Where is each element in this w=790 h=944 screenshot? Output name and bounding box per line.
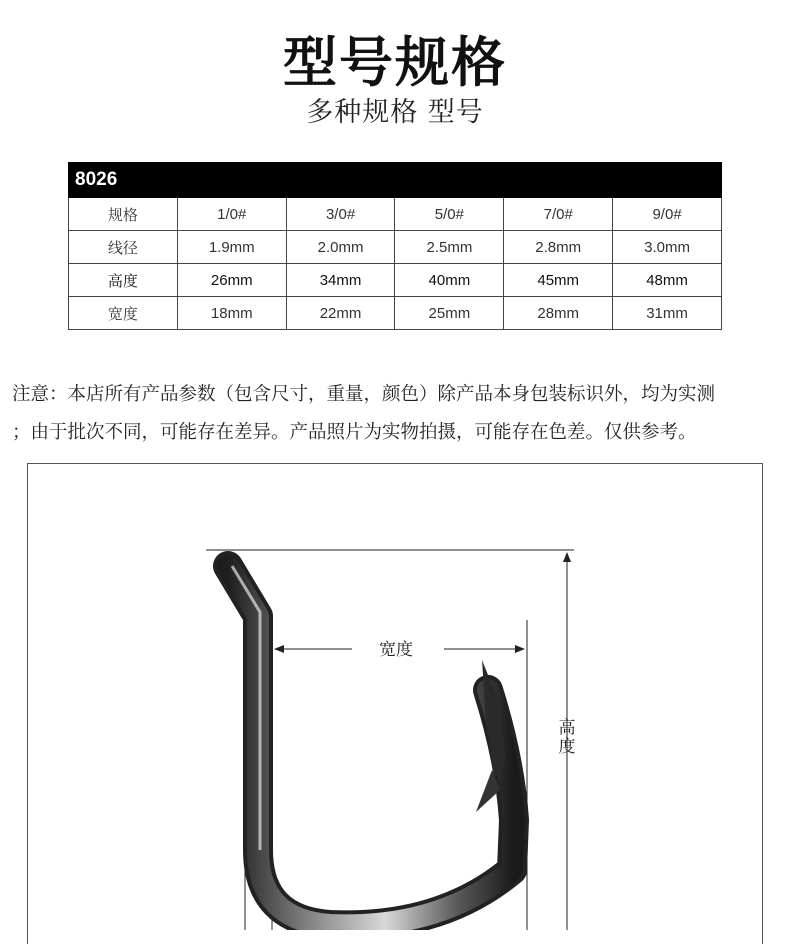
height-label-top: 高 (558, 718, 576, 738)
table-cell: 2.5mm (395, 231, 504, 264)
table-cell: 45mm (504, 264, 613, 297)
table-cell: 7/0# (504, 198, 613, 231)
height-label-bottom: 度 (558, 737, 576, 757)
fish-hook-image (228, 566, 514, 925)
table-cell: 5/0# (395, 198, 504, 231)
table-cell: 26mm (177, 264, 286, 297)
table-cell: 2.0mm (286, 231, 395, 264)
table-cell: 34mm (286, 264, 395, 297)
table-cell: 25mm (395, 297, 504, 330)
table-cell: 28mm (504, 297, 613, 330)
width-label: 宽度 (379, 640, 413, 660)
table-cell: 1.9mm (177, 231, 286, 264)
model-number: 8026 (69, 163, 722, 198)
table-cell: 18mm (177, 297, 286, 330)
table-cell: 31mm (613, 297, 722, 330)
table-cell: 22mm (286, 297, 395, 330)
note-line-1: 注意：本店所有产品参数（包含尺寸，重量，颜色）除产品本身包装标识外，均为实测 (12, 384, 716, 405)
table-cell: 9/0# (613, 198, 722, 231)
page-subtitle: 多种规格 型号 (306, 97, 484, 128)
row-label: 高度 (69, 264, 178, 297)
row-label: 线径 (69, 231, 178, 264)
table-cell: 3.0mm (613, 231, 722, 264)
table-cell: 48mm (613, 264, 722, 297)
table-cell: 40mm (395, 264, 504, 297)
table-cell: 2.8mm (504, 231, 613, 264)
row-label: 宽度 (69, 297, 178, 330)
table-cell: 1/0# (177, 198, 286, 231)
row-label: 规格 (69, 198, 178, 231)
page-title: 型号规格 (283, 31, 507, 94)
table-cell: 3/0# (286, 198, 395, 231)
note-line-2: ；由于批次不同，可能存在差异。产品照片为实物拍摄，可能存在色差。仅供参考。 (12, 422, 697, 443)
